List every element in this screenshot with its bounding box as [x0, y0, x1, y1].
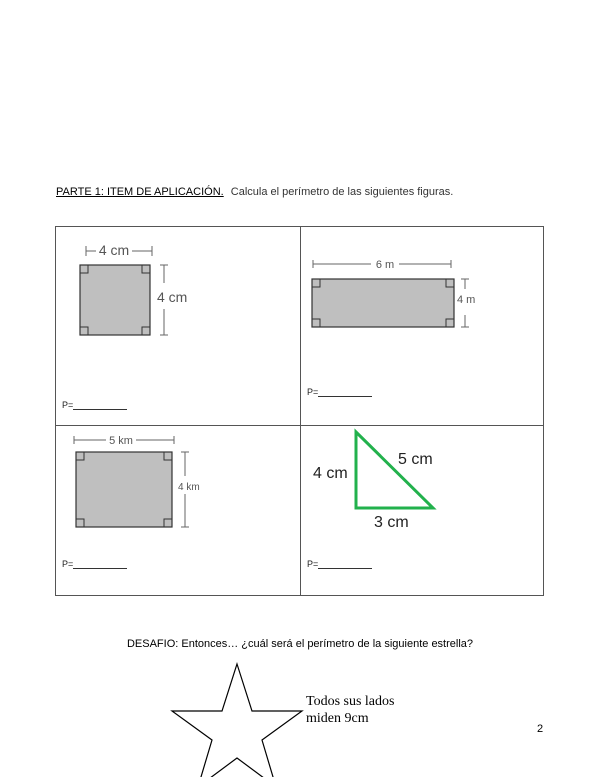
star-figure: [170, 662, 310, 777]
triangle-hyp-label: 5 cm: [398, 451, 433, 468]
challenge-question: DESAFIO: Entonces… ¿cuál será el perímetro de la siguiente estrella?: [126, 638, 474, 650]
answer-field-1[interactable]: P=: [62, 400, 127, 410]
triangle-bottom-label: 3 cm: [374, 514, 409, 531]
section-heading: [56, 186, 453, 198]
rectangle-shape: [312, 279, 454, 327]
page-number: 2: [537, 723, 544, 735]
square-top-label: 4 cm: [98, 242, 130, 258]
star-note: [306, 693, 394, 727]
star-shape: [172, 664, 302, 777]
triangle-shape: [356, 432, 433, 508]
rectangle-top-label: 6 m: [375, 259, 395, 271]
heading-bold: PARTE 1: ITEM DE APLICACIÓN.: [56, 186, 224, 198]
answer-field-4[interactable]: P=: [307, 559, 372, 569]
star-note-line1: Todos sus lados: [306, 694, 395, 709]
km-rectangle-figure: [56, 426, 300, 597]
triangle-figure: [301, 426, 545, 597]
km-rectangle-side-label: 4 km: [178, 482, 200, 493]
km-rectangle-top-label: 5 km: [109, 435, 133, 447]
heading-instruction: Calcula el perímetro de las siguientes figuras.: [230, 186, 454, 198]
square-figure: [56, 227, 300, 425]
answer-field-2[interactable]: P=: [307, 387, 372, 397]
km-rectangle-shape: [76, 452, 172, 527]
figures-grid: [55, 226, 544, 596]
star-note-line2: miden 9cm: [306, 711, 369, 726]
answer-field-3[interactable]: P=: [62, 559, 127, 569]
square-side-label: 4 cm: [157, 289, 188, 305]
square-shape: [80, 265, 150, 335]
rectangle-side-label: 4 m: [457, 294, 476, 306]
triangle-left-label: 4 cm: [313, 465, 348, 482]
